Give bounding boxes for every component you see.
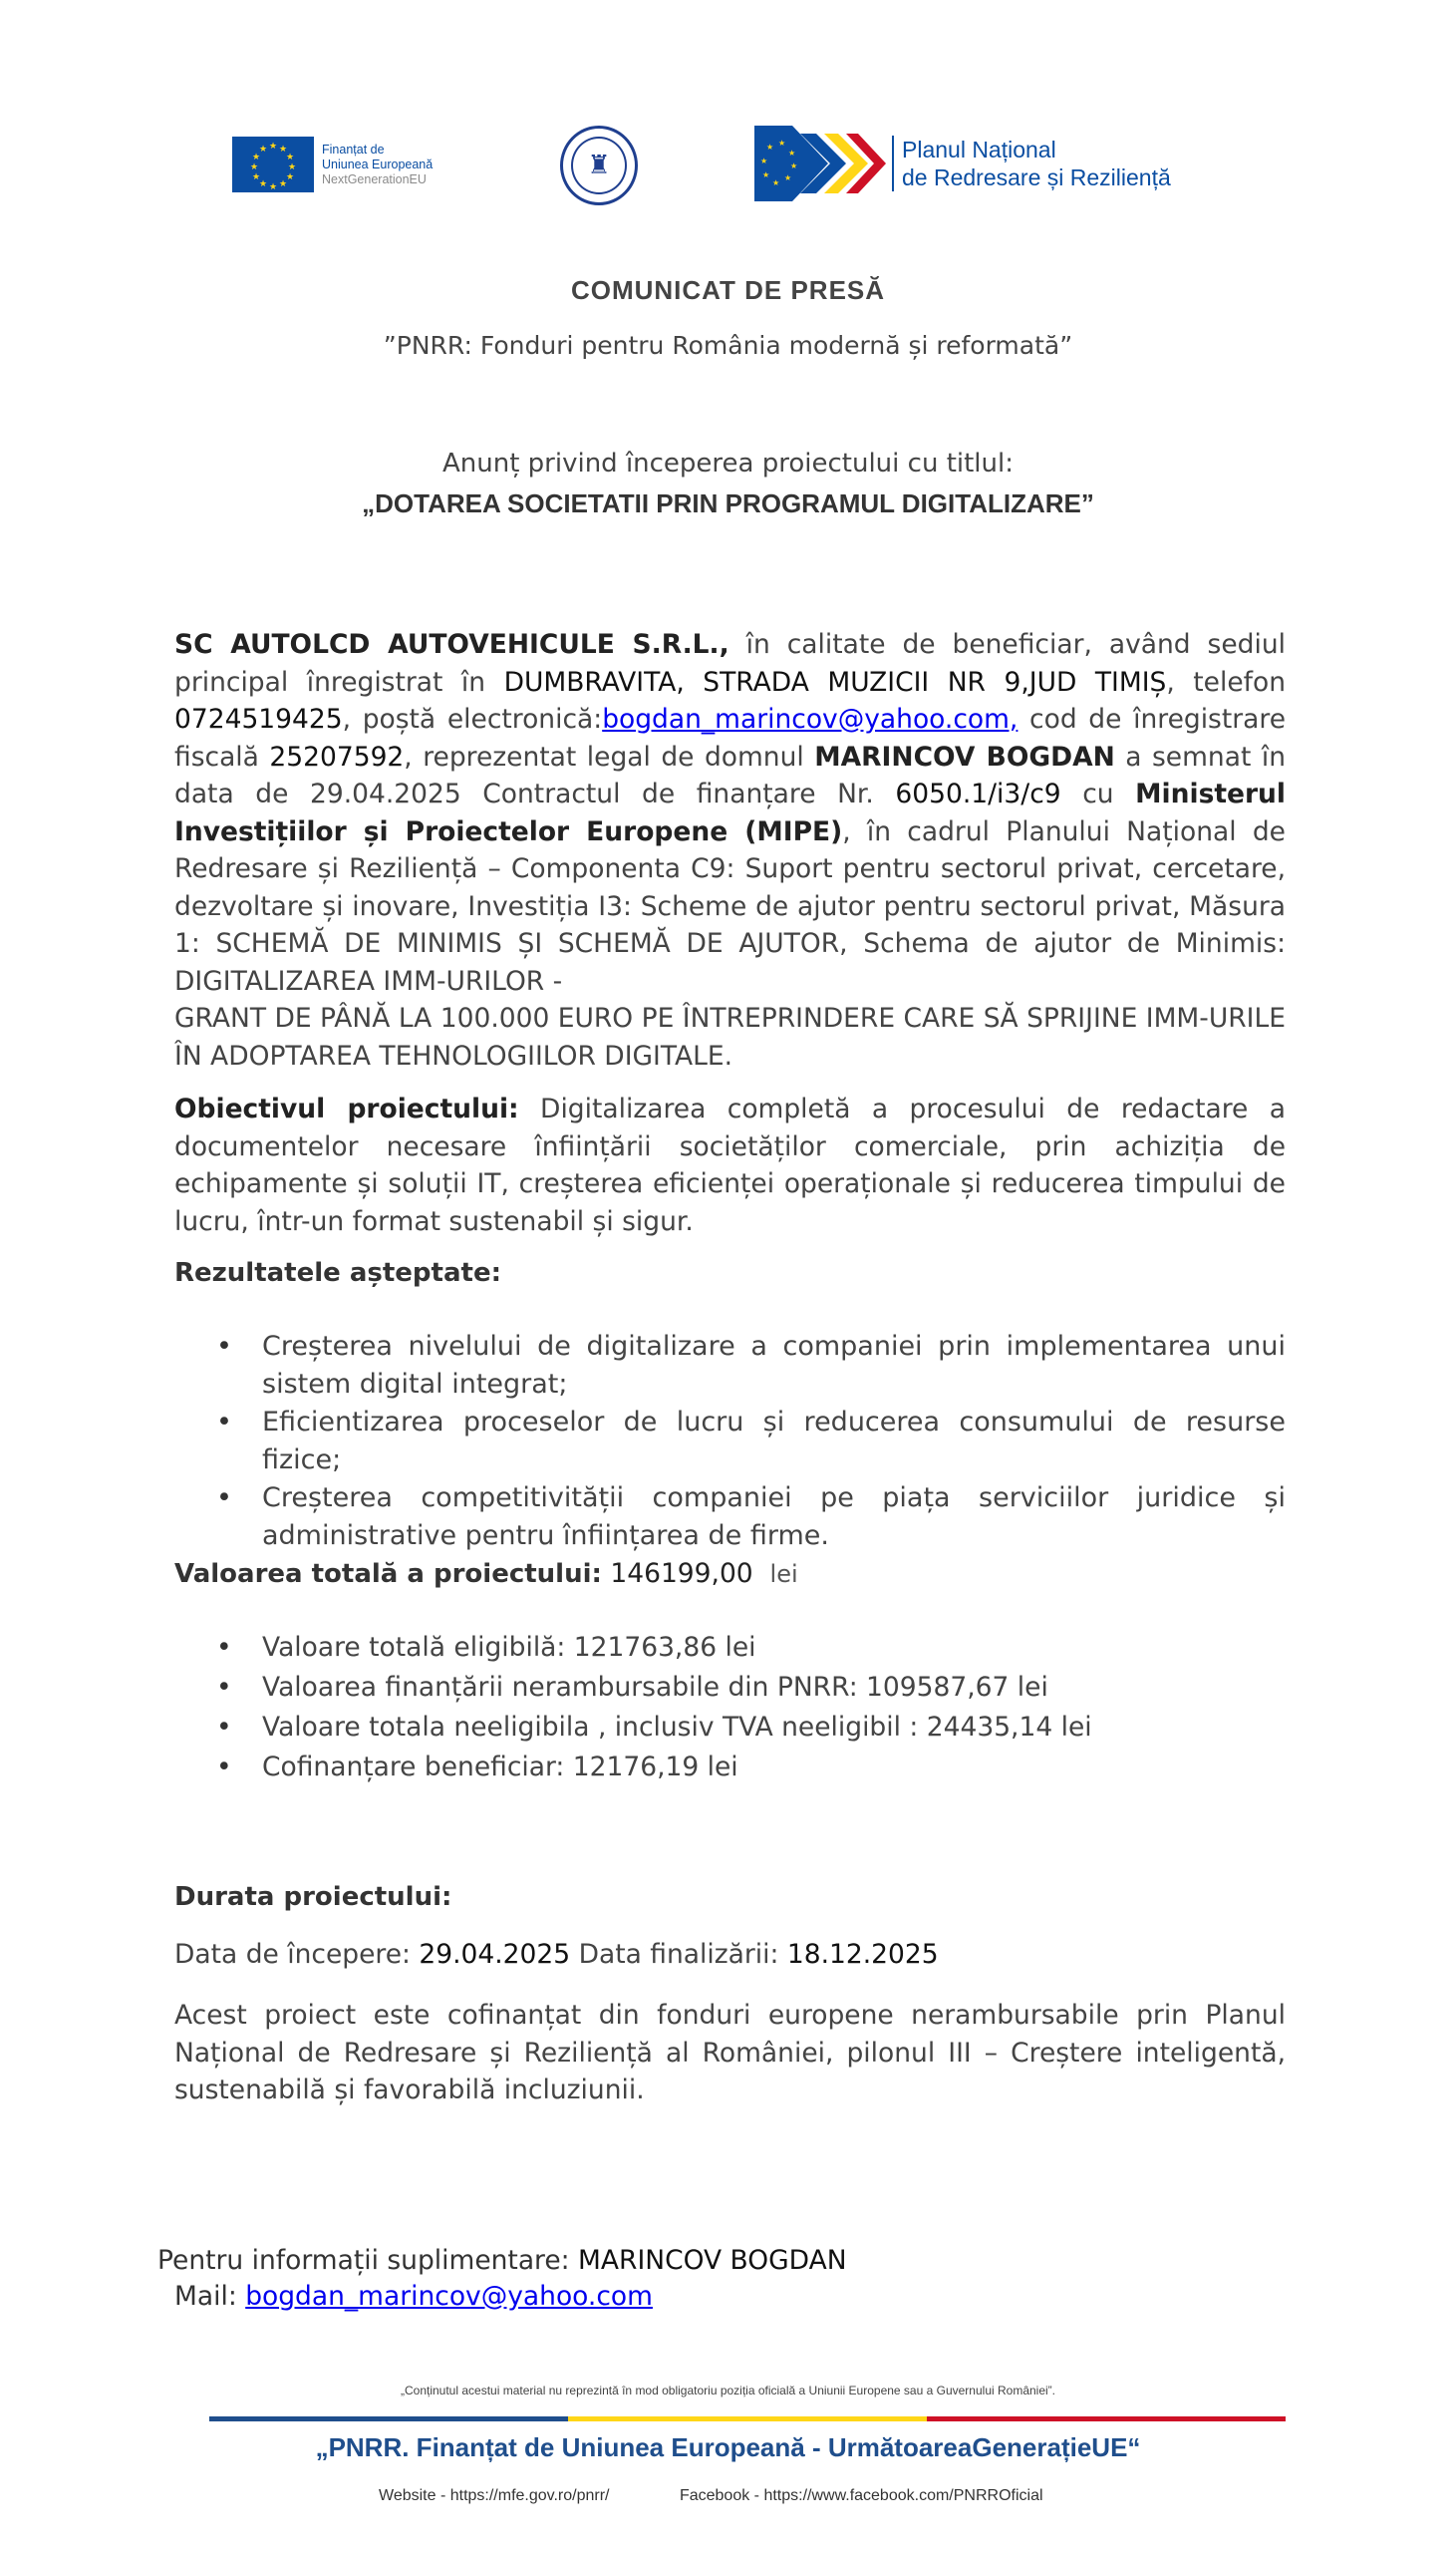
footer-slogan: „PNRR. Finanțat de Uniunea Europeană - UrmătoareaGenerațieUE“ — [315, 2432, 1141, 2462]
duration-dates — [174, 1939, 939, 1970]
svg-text:★: ★ — [788, 149, 796, 158]
ministry-name: Ministerul Investițiilor și Proiectelor Europene (MIPE) — [174, 779, 1287, 847]
company-email-link[interactable]: bogdan_marincov@yahoo.com, — [602, 704, 1019, 735]
objective-paragraph — [174, 1091, 1286, 1240]
duration-heading: Durata proiectului: — [174, 1882, 452, 1912]
objective-label: Obiectivul proiectului: — [174, 1094, 519, 1124]
fiscal-code: 25207592 — [269, 741, 405, 773]
romanian-government-seal-icon: ♜ — [560, 126, 638, 205]
footer-links — [379, 2487, 1109, 2505]
company-name: SC AUTOLCD AUTOVEHICULE S.R.L., — [174, 629, 729, 660]
svg-text:★: ★ — [778, 139, 786, 148]
intro-text: , telefon — [1166, 666, 1286, 698]
svg-text:★: ★ — [784, 173, 792, 182]
intro-text: cod de înregistrare fiscală — [174, 704, 1287, 773]
total-value-amount: 146199,00 — [610, 1558, 753, 1589]
list-item: • Valoare totala neeligibila , inclusiv TVA neeligibil : 24435,14 lei — [262, 1708, 1286, 1748]
announcement-line: Anunț privind începerea proiectului cu titlul: — [441, 449, 1014, 478]
pnrr-logo-line-2: de Redresare și Reziliență — [902, 164, 1171, 190]
eu-logo-line-2: Uniunea Europeană — [322, 157, 434, 171]
total-value-label: Valoarea totală a proiectului: — [174, 1559, 602, 1589]
grant-description: GRANT DE PÂNĂ LA 100.000 EURO PE ÎNTREPRINDERE CARE SĂ SPRIJINE IMM-URILE ÎN ADOPTAREA TEHNOLOGIILOR DIGITALE. — [174, 1003, 1286, 1072]
contract-number: 6050.1/i3/c9 — [895, 779, 1061, 809]
eu-logo-line-3: NextGenerationEU — [322, 171, 427, 186]
list-item: • Eficientizarea proceselor de lucru și reducerea consumului de resurse fizice; — [262, 1404, 1286, 1479]
svg-text:★: ★ — [766, 143, 774, 152]
total-value-unit: lei — [769, 1560, 798, 1588]
intro-text: , poștă electronică: — [342, 704, 603, 735]
contact-name: MARINCOV BOGDAN — [578, 2245, 847, 2276]
intro-text: , în cadrul Planului Național de Redresare și Reziliență – Componenta C9: Suport pentru sectorul privat, cercetare, dezvoltare și inovare, Investiția I3: Scheme de ajutor pentru sectorul privat, Măsura 1: SCHEMĂ DE MINIMIS ȘI SCHEMĂ DE AJUTOR, Schema de ajutor de Minimis: DIGITALIZAREA IMM-URILOR - — [174, 815, 1286, 997]
press-release-subtitle: ”PNRR: Fonduri pentru România modernă și reformată” — [383, 331, 1073, 360]
project-title: „DOTAREA SOCIETATII PRIN PROGRAMUL DIGITALIZARE” — [362, 488, 1094, 518]
list-item: • Valoare totală eligibilă: 121763,86 lei — [262, 1628, 1286, 1668]
pnrr-mark-icon — [754, 126, 886, 201]
svg-text:★: ★ — [772, 178, 780, 187]
total-value-line — [174, 1558, 798, 1589]
eu-logo-line-1: Finanțat de — [322, 142, 385, 157]
list-item: • Creșterea nivelului de digitalizare a companiei prin implementarea unui sistem digital integrat; — [262, 1328, 1286, 1404]
eu-funding-logo — [232, 137, 433, 192]
legal-representative: MARINCOV BOGDAN — [814, 741, 1115, 773]
intro-text: , reprezentat legal de domnul — [404, 741, 815, 773]
contact-email-link[interactable]: bogdan_marincov@yahoo.com — [245, 2281, 653, 2312]
facebook-link[interactable]: Facebook - https://www.facebook.com/PNRROficial — [679, 2487, 1043, 2504]
list-item: • Creșterea competitivității companiei pe piața serviciilor juridice și administrative pentru înființarea de firme. — [262, 1479, 1286, 1555]
results-heading: Rezultatele așteptate: — [174, 1258, 501, 1288]
svg-text:★: ★ — [762, 170, 770, 179]
company-phone: 0724519425 — [174, 704, 343, 735]
pnrr-logo-line-1: Planul Național — [902, 137, 1056, 162]
website-link[interactable]: Website - https://mfe.gov.ro/pnrr/ — [379, 2487, 610, 2504]
pnrr-logo — [754, 126, 1171, 201]
company-address: DUMBRAVITA, STRADA MUZICII NR 9,JUD TIMIȘ — [503, 666, 1167, 698]
end-date: 18.12.2025 — [786, 1939, 939, 1970]
svg-text:★: ★ — [790, 161, 798, 170]
press-release-title: COMUNICAT DE PRESĂ — [570, 275, 886, 305]
tricolor-divider — [209, 2416, 1286, 2421]
intro-text: cu — [1060, 779, 1136, 809]
mail-label: Mail: — [174, 2281, 237, 2312]
svg-text:★: ★ — [760, 157, 768, 165]
value-breakdown-list — [174, 1628, 1286, 1787]
list-item: • Cofinanțare beneficiar: 12176,19 lei — [262, 1748, 1286, 1787]
intro-text: în calitate de beneficiar, având sediul principal înregistrat în — [174, 629, 1286, 698]
intro-text: a semnat în data de 29.04.2025 Contractul de finanțare Nr. — [174, 741, 1286, 809]
end-date-label: Data finalizării: — [578, 1939, 779, 1970]
closing-paragraph: Acest proiect este cofinanțat din fonduri europene nerambursabile prin Planul Național de Redresare și Reziliență al României, pilonul III – Creștere inteligentă, sustenabilă și favorabilă incluziunii. — [174, 2000, 1286, 2105]
start-date-label: Data de începere: — [174, 1939, 411, 1970]
eu-flag-icon: ★ ★ ★ ★ ★ ★ ★ ★ ★ ★ ★ ★ — [232, 137, 314, 192]
objective-text: Digitalizarea completă a procesului de redactare a documentelor necesare înființării societăților comerciale, prin achiziția de echipamente și soluții IT, creșterea eficienței operaționale și reducerea timpului de lucru, într-un format sustenabil și sigur. — [174, 1094, 1286, 1237]
footer-disclaimer: „Conținutul acestui material nu reprezintă în mod obligatoriu poziția oficială a Uniunii Europene sau a Guvernului României”. — [400, 2384, 1056, 2397]
contact-label: Pentru informații suplimentare: — [157, 2245, 570, 2276]
start-date: 29.04.2025 — [419, 1939, 571, 1970]
intro-paragraph — [174, 626, 1286, 1075]
list-item: • Valoarea finanțării nerambursabile din PNRR: 109587,67 lei — [262, 1668, 1286, 1708]
contact-block — [157, 2243, 847, 2315]
results-list — [174, 1328, 1286, 1555]
